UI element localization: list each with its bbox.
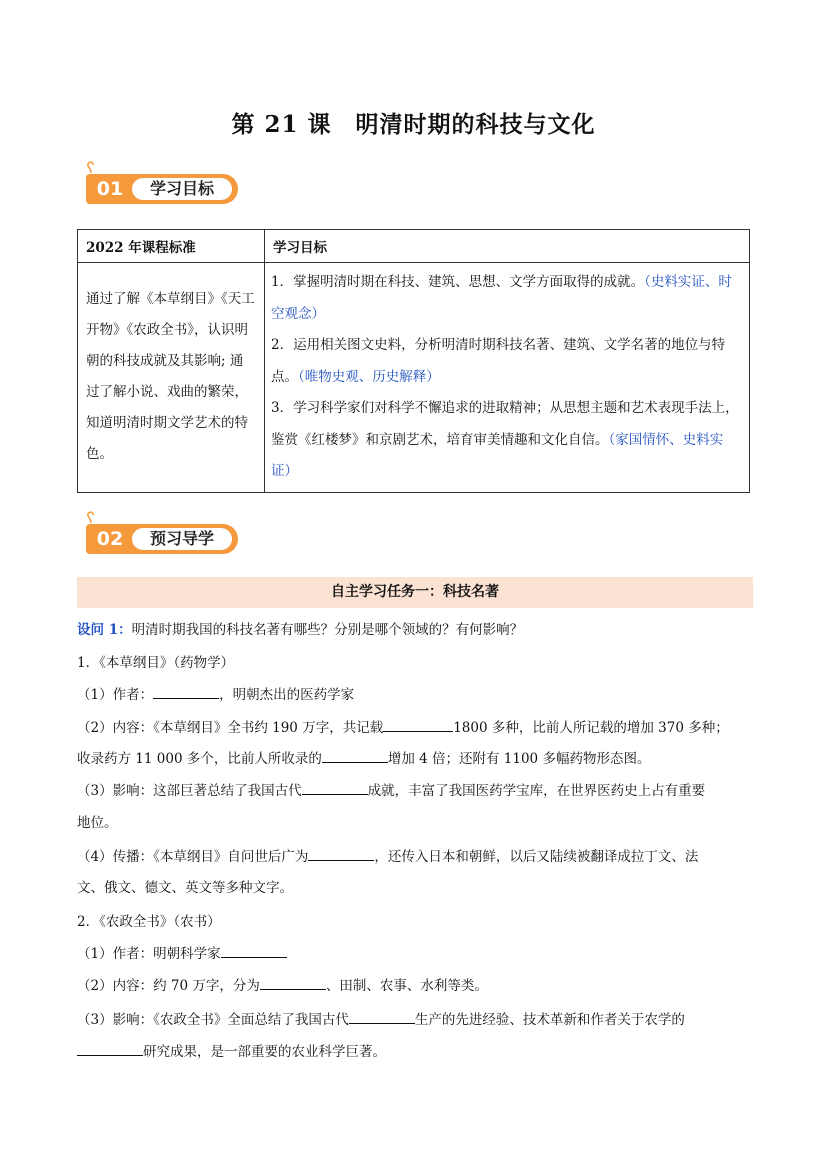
answer-blank[interactable] — [153, 684, 219, 699]
goal-item: 1．掌握明清时期在科技、建筑、思想、文学方面取得的成就。（史料实证、时空观念） — [271, 274, 732, 322]
goal-item: 2．运用相关图文史料，分析明清时期科技名著、建筑、文学名著的地位与特点。（唯物史观、历史解释） — [271, 337, 726, 385]
item-line: 文、俄文、德文、英文等多种文字。 — [77, 880, 293, 896]
curl-icon — [84, 160, 98, 174]
item-line: （2）内容：《本草纲目》全书约 190 万字，共记载 1800 多种，比前人所记载的增加 370 多种； — [77, 716, 729, 736]
item-line: （4）传播：《本草纲目》自问世后广为 ，还传入日本和朝鲜，以后又陆续被翻译成拉丁文、法 — [77, 845, 698, 865]
section-label: 学习目标 — [132, 178, 232, 200]
objectives-table — [77, 229, 750, 493]
answer-blank[interactable] — [349, 1009, 415, 1024]
page-title: 第 21 课 明清时期的科技与文化 — [231, 111, 596, 138]
section-badge-preview — [82, 510, 242, 556]
item-heading: 1．《本草纲目》（药物学） — [77, 655, 235, 671]
item-line: 研究成果，是一部重要的农业科学巨著。 — [77, 1040, 386, 1060]
table-header-goals: 学习目标 — [265, 230, 750, 263]
curl-icon — [84, 510, 98, 524]
answer-blank[interactable] — [322, 748, 388, 763]
section-number: 02 — [96, 528, 124, 550]
answer-blank[interactable] — [308, 846, 374, 861]
question: 设问 1：明清时期我国的科技名著有哪些？分别是哪个领域的？有何影响？ — [77, 622, 524, 638]
answer-blank[interactable] — [260, 975, 326, 990]
item-line: （3）影响：这部巨著总结了我国古代 成就，丰富了我国医药学宝库，在世界医药史上占有重要 — [77, 779, 705, 799]
answer-blank[interactable] — [302, 780, 368, 795]
goal-item: 3．学习科学家们对科学不懈追求的进取精神；从思想主题和艺术表现手法上，鉴赏《红楼梦》和京剧艺术，培育审美情趣和文化自信。（家国情怀、史料实证） — [271, 400, 739, 479]
item-line: 地位。 — [77, 815, 118, 831]
answer-blank[interactable] — [383, 717, 453, 732]
answer-blank[interactable] — [77, 1041, 143, 1056]
item-heading: 2．《农政全书》（农书） — [77, 914, 221, 930]
task-title-bar: 自主学习任务一：科技名著 — [77, 577, 753, 608]
item-line: （1）作者：明朝科学家 — [77, 942, 287, 962]
item-line: （1）作者： ，明朝杰出的医药学家 — [77, 683, 354, 703]
item-line: （3）影响：《农政全书》全面总结了我国古代 生产的先进经验、技术革新和作者关于农学的 — [77, 1008, 685, 1028]
section-number: 01 — [96, 178, 124, 200]
goals-cell — [265, 263, 750, 493]
table-header-standard: 2022 年课程标准 — [78, 230, 265, 263]
standard-text: 通过了解《本草纲目》《天工开物》《农政全书》，认识明朝的科技成就及其影响; 通过了解小说、戏曲的繁荣，知道明清时期文学艺术的特色。 — [78, 263, 265, 493]
section-label: 预习导学 — [132, 528, 232, 550]
item-line: （2）内容：约 70 万字，分为 、田制、农事、水利等类。 — [77, 974, 488, 994]
section-badge-objectives — [82, 160, 242, 206]
item-line: 收录药方 11 000 多个，比前人所收录的 增加 4 倍；还附有 1100 多幅药物形态图。 — [77, 747, 650, 767]
answer-blank[interactable] — [221, 943, 287, 958]
